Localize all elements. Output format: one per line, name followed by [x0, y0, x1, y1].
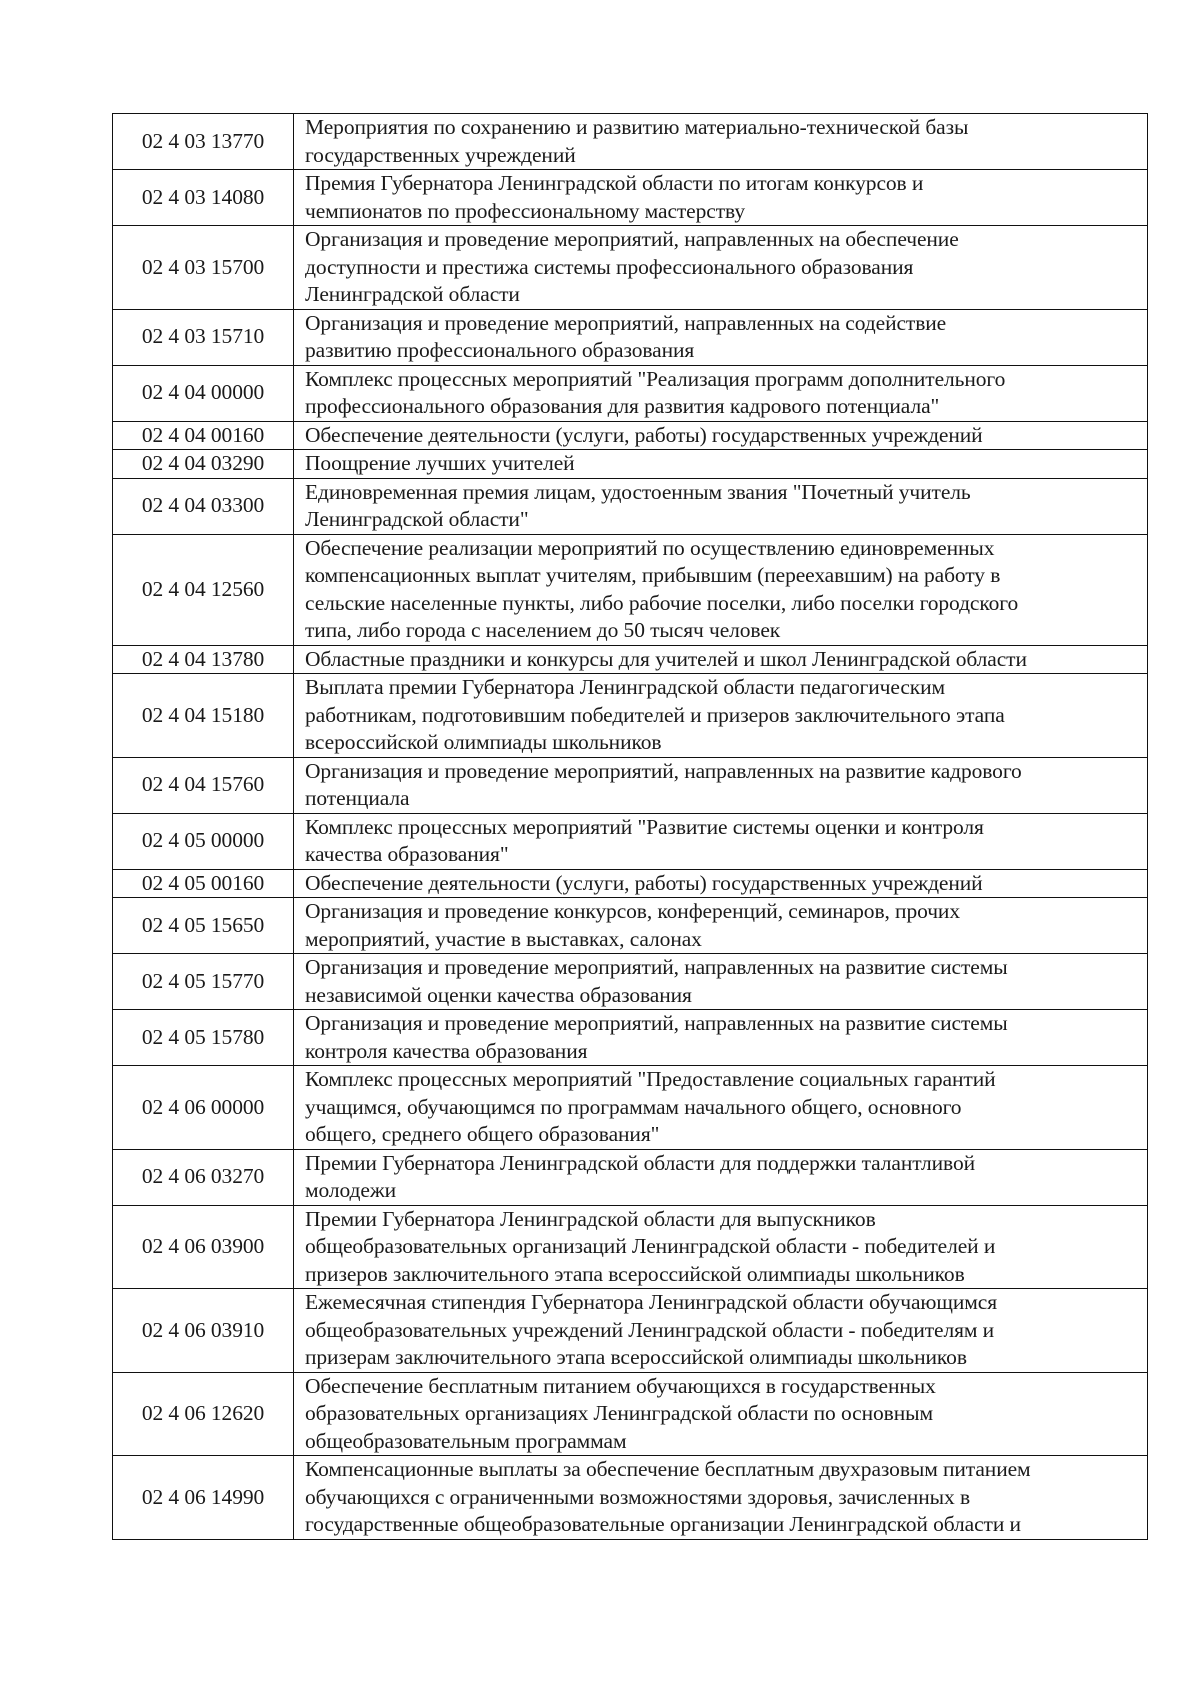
description-line: государственных учреждений: [305, 142, 576, 167]
row-description-cell: [294, 1010, 1148, 1066]
description-line: контроля качества образования: [305, 1038, 588, 1063]
table-row: [113, 534, 1148, 645]
row-code-cell: 02 4 06 14990: [113, 1456, 294, 1540]
row-description-cell: [294, 869, 1148, 898]
description-line: Мероприятия по сохранению и развитию материально-технической базы: [305, 115, 969, 139]
row-code-cell: 02 4 06 03270: [113, 1149, 294, 1205]
row-description-cell: [294, 114, 1148, 170]
table-row: [113, 1010, 1148, 1066]
row-description-cell: [294, 450, 1148, 479]
description-line: Премии Губернатора Ленинградской области для выпускников: [305, 1206, 876, 1231]
description-line: доступности и престижа системы профессионального образования: [305, 254, 914, 279]
row-code-cell: 02 4 05 00160: [113, 869, 294, 898]
row-code-cell: 02 4 05 00000: [113, 813, 294, 869]
row-code-cell: 02 4 04 00000: [113, 365, 294, 421]
description-line: Организация и проведение мероприятий, направленных на развитие системы: [305, 1011, 1008, 1035]
description-line: общего, среднего общего образования": [305, 1122, 660, 1146]
description-line: работникам, подготовившим победителей и призеров заключительного этапа: [305, 702, 1005, 727]
description-line: общеобразовательных учреждений Ленинградской области - победителям и: [305, 1317, 995, 1342]
row-description-cell: [294, 170, 1148, 226]
description-line: призеров заключительного этапа всероссийской олимпиады школьников: [305, 1261, 965, 1286]
table-body: [113, 114, 1148, 1540]
table-row: [113, 421, 1148, 450]
row-code-cell: 02 4 05 15650: [113, 898, 294, 954]
description-line: независимой оценки качества образования: [305, 982, 692, 1007]
description-line: Организация и проведение конкурсов, конференций, семинаров, прочих: [305, 899, 960, 923]
budget-classification-table: [112, 113, 1148, 1540]
description-line: Организация и проведение мероприятий, направленных на развитие системы: [305, 955, 1008, 979]
row-description-cell: [294, 1149, 1148, 1205]
description-line: Ежемесячная стипендия Губернатора Ленинградской области обучающимся: [305, 1290, 997, 1314]
row-code-cell: 02 4 05 15780: [113, 1010, 294, 1066]
description-line: развитию профессионального образования: [305, 338, 695, 362]
table-row: [113, 1066, 1148, 1150]
table-row: [113, 645, 1148, 674]
row-code-cell: 02 4 06 03910: [113, 1289, 294, 1373]
table-row: [113, 1289, 1148, 1373]
row-code-cell: 02 4 04 03290: [113, 450, 294, 479]
table-row: [113, 114, 1148, 170]
description-line: Комплекс процессных мероприятий "Реализация программ дополнительного: [305, 366, 1006, 391]
row-code-cell: 02 4 05 15770: [113, 954, 294, 1010]
table-row: [113, 1149, 1148, 1205]
description-line: всероссийской олимпиады школьников: [305, 730, 662, 754]
row-code-cell: 02 4 03 14080: [113, 170, 294, 226]
description-line: Выплата премии Губернатора Ленинградской области педагогическим: [305, 675, 946, 699]
table-row: [113, 226, 1148, 310]
row-description-cell: [294, 365, 1148, 421]
row-code-cell: 02 4 04 13780: [113, 645, 294, 674]
description-line: Организация и проведение мероприятий, направленных на обеспечение: [305, 227, 959, 251]
row-code-cell: 02 4 03 15700: [113, 226, 294, 310]
table-row: [113, 1372, 1148, 1456]
description-line: Ленинградской области: [305, 282, 520, 306]
row-description-cell: [294, 421, 1148, 450]
description-line: Комплекс процессных мероприятий "Развитие системы оценки и контроля: [305, 814, 984, 839]
description-line: призерам заключительного этапа всероссийской олимпиады школьников: [305, 1345, 967, 1369]
row-description-cell: [294, 534, 1148, 645]
table-row: [113, 813, 1148, 869]
description-line: учащимся, обучающимся по программам начального общего, основного: [305, 1094, 962, 1119]
description-line: государственные общеобразовательные организации Ленинградской области и: [305, 1512, 1021, 1536]
table-row: [113, 1205, 1148, 1289]
row-description-cell: [294, 1205, 1148, 1289]
description-line: Премия Губернатора Ленинградской области по итогам конкурсов и: [305, 171, 924, 195]
row-code-cell: 02 4 04 03300: [113, 478, 294, 534]
table-row: [113, 309, 1148, 365]
description-line: молодежи: [305, 1178, 396, 1202]
description-line: Единовременная премия лицам, удостоенным звания "Почетный учитель: [305, 479, 971, 504]
description-line: профессионального образования для развития кадрового потенциала": [305, 394, 940, 418]
row-description-cell: [294, 674, 1148, 758]
description-line: сельские населенные пункты, либо рабочие поселки, либо поселки городского: [305, 590, 1019, 615]
table-row: [113, 450, 1148, 479]
row-description-cell: [294, 645, 1148, 674]
row-description-cell: [294, 757, 1148, 813]
row-description-cell: [294, 478, 1148, 534]
description-line: Ленинградской области": [305, 507, 529, 531]
description-line: Обеспечение бесплатным питанием обучающихся в государственных: [305, 1373, 936, 1398]
table-row: [113, 1456, 1148, 1540]
row-description-cell: [294, 226, 1148, 310]
description-line: Обеспечение деятельности (услуги, работы) государственных учреждений: [305, 422, 983, 447]
table-row: [113, 674, 1148, 758]
description-line: Организация и проведение мероприятий, направленных на развитие кадрового: [305, 758, 1022, 783]
description-line: Комплекс процессных мероприятий "Предоставление социальных гарантий: [305, 1067, 996, 1091]
description-line: потенциала: [305, 786, 410, 810]
row-description-cell: [294, 1289, 1148, 1373]
table-row: [113, 478, 1148, 534]
row-code-cell: 02 4 06 03900: [113, 1205, 294, 1289]
description-line: Компенсационные выплаты за обеспечение бесплатным двухразовым питанием: [305, 1457, 1031, 1481]
row-code-cell: 02 4 06 12620: [113, 1372, 294, 1456]
description-line: Областные праздники и конкурсы для учителей и школ Ленинградской области: [305, 646, 1027, 671]
row-code-cell: 02 4 04 15760: [113, 757, 294, 813]
table-row: [113, 365, 1148, 421]
row-description-cell: [294, 813, 1148, 869]
description-line: качества образования": [305, 842, 509, 866]
description-line: мероприятий, участие в выставках, салонах: [305, 926, 702, 951]
description-line: чемпионатов по профессиональному мастерству: [305, 198, 745, 223]
row-description-cell: [294, 1066, 1148, 1150]
description-line: компенсационных выплат учителям, прибывшим (переехавшим) на работу в: [305, 563, 1001, 587]
description-line: Обеспечение деятельности (услуги, работы) государственных учреждений: [305, 870, 983, 895]
table-row: [113, 757, 1148, 813]
row-description-cell: [294, 1456, 1148, 1540]
row-code-cell: 02 4 04 12560: [113, 534, 294, 645]
description-line: Поощрение лучших учителей: [305, 451, 575, 475]
row-code-cell: 02 4 06 00000: [113, 1066, 294, 1150]
description-line: Обеспечение реализации мероприятий по осуществлению единовременных: [305, 535, 995, 560]
description-line: общеобразовательных организаций Ленинградской области - победителей и: [305, 1234, 996, 1258]
description-line: обучающихся с ограниченными возможностями здоровья, зачисленных в: [305, 1484, 970, 1509]
description-line: Организация и проведение мероприятий, направленных на содействие: [305, 310, 947, 335]
table-row: [113, 869, 1148, 898]
table-row: [113, 954, 1148, 1010]
row-description-cell: [294, 954, 1148, 1010]
table-row: [113, 170, 1148, 226]
description-line: образовательных организациях Ленинградской области по основным: [305, 1401, 933, 1425]
row-code-cell: 02 4 03 15710: [113, 309, 294, 365]
row-description-cell: [294, 1372, 1148, 1456]
row-code-cell: 02 4 04 15180: [113, 674, 294, 758]
row-description-cell: [294, 898, 1148, 954]
row-description-cell: [294, 309, 1148, 365]
row-code-cell: 02 4 04 00160: [113, 421, 294, 450]
table-row: [113, 898, 1148, 954]
row-code-cell: 02 4 03 13770: [113, 114, 294, 170]
description-line: типа, либо города с населением до 50 тысяч человек: [305, 618, 781, 642]
description-line: общеобразовательным программам: [305, 1428, 627, 1453]
description-line: Премии Губернатора Ленинградской области для поддержки талантливой: [305, 1150, 976, 1175]
